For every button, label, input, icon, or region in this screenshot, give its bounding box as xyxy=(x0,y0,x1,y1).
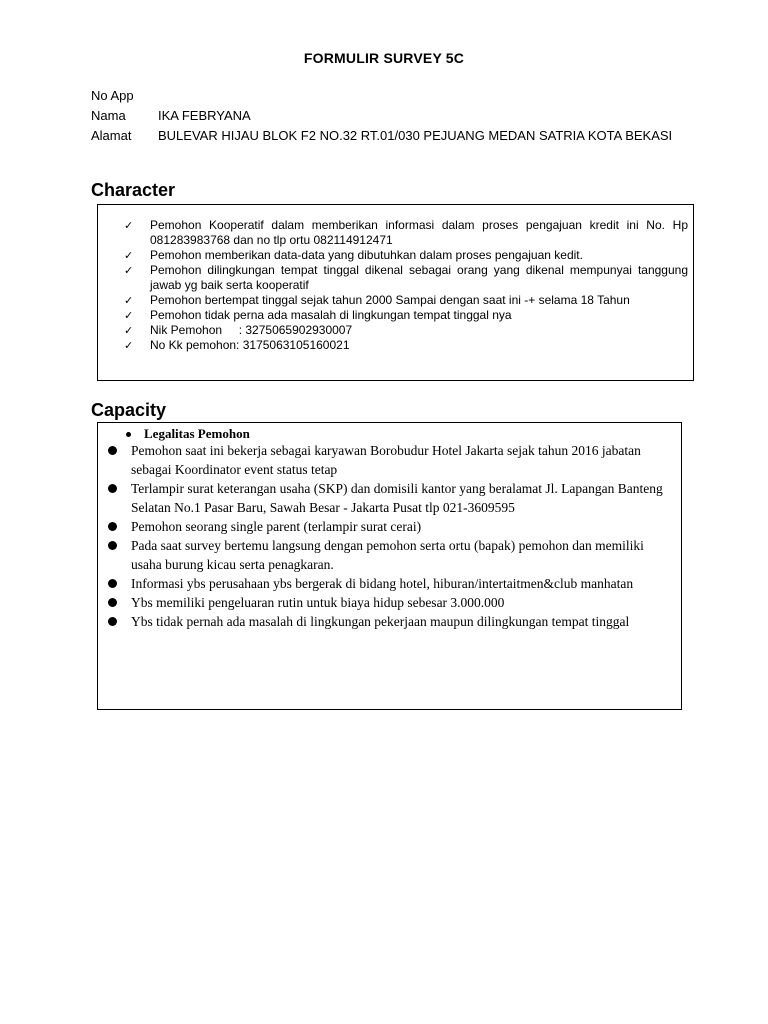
checkmark-icon: ✓ xyxy=(124,264,134,277)
nama-value: IKA FEBRYANA xyxy=(158,108,251,123)
character-heading: Character xyxy=(91,180,176,200)
bullet-icon xyxy=(108,446,117,455)
checkmark-icon: ✓ xyxy=(124,219,134,232)
capacity-item-text: Terlampir surat keterangan usaha (SKP) dan domisili kantor yang beralamat Jl. Lapangan Banteng Selatan No.1 Pasar Baru, Sawah Besar - Jakarta Pusat tlp 021-3609595 xyxy=(131,481,663,515)
character-item xyxy=(124,323,688,338)
form-title: FORMULIR SURVEY 5C xyxy=(303,50,465,66)
capacity-item-text: Ybs memiliki pengeluaran rutin untuk biaya hidup sebesar 3.000.000 xyxy=(131,595,505,610)
capacity-list xyxy=(106,441,666,631)
checkmark-icon: ✓ xyxy=(124,249,134,262)
character-item-text: Pemohon memberikan data-data yang dibutuhkan dalam proses pengajuan kedit. xyxy=(150,248,583,262)
bullet-icon xyxy=(108,617,117,626)
capacity-item-text: Ybs tidak pernah ada masalah di lingkungan pekerjaan maupun dilingkungan tempat tinggal xyxy=(131,614,630,629)
alamat-row xyxy=(91,128,672,143)
checkmark-icon: ✓ xyxy=(124,324,134,337)
bullet-icon xyxy=(108,579,117,588)
character-list xyxy=(124,218,688,353)
character-item-text: Pemohon tidak perna ada masalah di lingkungan tempat tinggal nya xyxy=(150,308,512,322)
capacity-item xyxy=(106,536,666,574)
character-item xyxy=(124,293,688,308)
bullet-icon xyxy=(108,598,117,607)
nama-label: Nama xyxy=(91,108,126,123)
character-item-text: Pemohon dilingkungan tempat tinggal dikenal sebagai orang yang dikenal mempunyai tanggung jawab yg baik serta kooperatif xyxy=(150,263,688,292)
checkmark-icon: ✓ xyxy=(124,339,134,352)
nama-row xyxy=(91,108,251,123)
character-item-text: No Kk pemohon: 3175063105160021 xyxy=(150,338,350,352)
character-item-text: Pemohon Kooperatif dalam memberikan informasi dalam proses pengajuan kredit ini No. Hp 081283983768 dan no tlp ortu 082114912471 xyxy=(150,218,688,247)
small-bullet-icon xyxy=(126,432,131,437)
checkmark-icon: ✓ xyxy=(124,309,134,322)
capacity-item xyxy=(106,593,666,612)
capacity-item xyxy=(106,574,666,593)
capacity-item xyxy=(106,441,666,479)
character-item xyxy=(124,218,688,248)
capacity-item xyxy=(106,612,666,631)
checkmark-icon: ✓ xyxy=(124,294,134,307)
no-app-row xyxy=(91,88,158,103)
character-item xyxy=(124,338,688,353)
capacity-subheading xyxy=(126,426,250,442)
capacity-item-text: Pada saat survey bertemu langsung dengan pemohon serta ortu (bapak) pemohon dan memiliki usaha burung kicau serta penagkaran. xyxy=(131,538,644,572)
character-item-text: Pemohon bertempat tinggal sejak tahun 2000 Sampai dengan saat ini -+ selama 18 Tahun xyxy=(150,293,630,307)
capacity-subheading-text: Legalitas Pemohon xyxy=(144,426,250,441)
capacity-item xyxy=(106,517,666,536)
capacity-item xyxy=(106,479,666,517)
bullet-icon xyxy=(108,484,117,493)
character-item xyxy=(124,308,688,323)
capacity-box xyxy=(97,422,682,710)
character-item xyxy=(124,248,688,263)
capacity-item-text: Pemohon saat ini bekerja sebagai karyawan Borobudur Hotel Jakarta sejak tahun 2016 jabatan sebagai Koordinator event status tetap xyxy=(131,443,641,477)
no-app-label: No App xyxy=(91,88,134,103)
alamat-value: BULEVAR HIJAU BLOK F2 NO.32 RT.01/030 PEJUANG MEDAN SATRIA KOTA BEKASI xyxy=(158,128,673,143)
capacity-heading: Capacity xyxy=(91,400,167,420)
alamat-label: Alamat xyxy=(91,128,132,143)
character-item-text: Nik Pemohon : 3275065902930007 xyxy=(150,323,353,337)
character-box xyxy=(97,204,694,381)
capacity-item-text: Pemohon seorang single parent (terlampir surat cerai) xyxy=(131,519,422,534)
bullet-icon xyxy=(108,522,117,531)
capacity-item-text: Informasi ybs perusahaan ybs bergerak di bidang hotel, hiburan/intertaitmen&club manhatan xyxy=(131,576,634,591)
character-item xyxy=(124,263,688,293)
bullet-icon xyxy=(108,541,117,550)
